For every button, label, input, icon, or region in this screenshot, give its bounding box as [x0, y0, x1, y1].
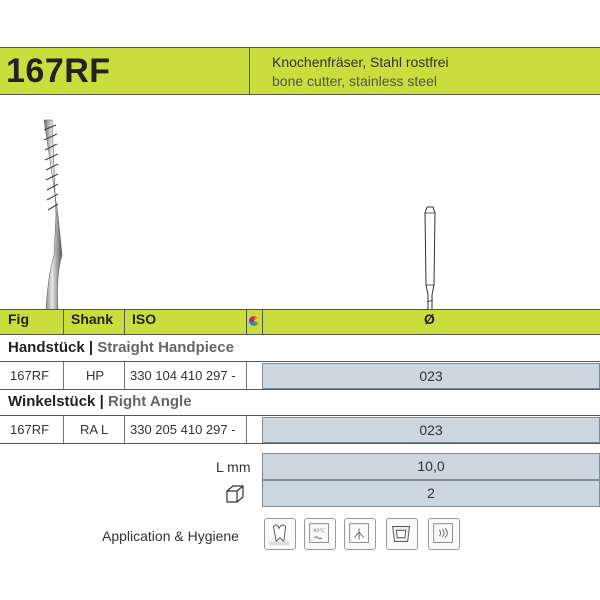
- section-subtitle: Straight Handpiece: [97, 339, 234, 356]
- color-code-icon: [249, 316, 259, 326]
- length-label: L mm: [216, 459, 251, 475]
- package-value: 2: [427, 485, 435, 501]
- ultrasonic-bath-icon: [428, 518, 460, 550]
- col-shank: Shank: [71, 311, 114, 327]
- col-fig: Fig: [8, 311, 29, 327]
- section-subtitle: Right Angle: [107, 393, 192, 410]
- section-title-handpiece: [8, 339, 234, 356]
- col-divider: [124, 309, 125, 335]
- row-iso: 330 104 410 297 -: [130, 368, 236, 383]
- cell-divider: [124, 362, 125, 389]
- cell-divider: [63, 362, 64, 389]
- section-title-right-angle: [8, 393, 192, 410]
- section-name: Handstück: [8, 339, 85, 356]
- header-divider: [249, 47, 250, 95]
- table-row: [0, 416, 600, 443]
- cell-divider: [63, 416, 64, 443]
- row-shank: RA L: [80, 422, 109, 437]
- row-shank: HP: [86, 368, 105, 383]
- bone-surgery-icon: [264, 518, 296, 550]
- autoclave-134c-icon: [386, 518, 418, 550]
- row-diameter: 023: [419, 368, 443, 384]
- row-fig: 167RF: [10, 368, 50, 383]
- col-divider: [262, 309, 263, 335]
- col-divider: [246, 309, 247, 335]
- sterilization-icon: [344, 518, 376, 550]
- section-name: Winkelstück: [8, 393, 96, 410]
- box-icon: [224, 483, 246, 505]
- cell-divider: [246, 362, 247, 389]
- product-code: 167RF: [6, 52, 111, 90]
- length-cell: [262, 453, 600, 480]
- cell-divider: [246, 416, 247, 443]
- title-german: Knochenfräser, Stahl rostfrei: [272, 54, 449, 70]
- length-value: 10,0: [417, 458, 445, 474]
- row-divider: [0, 443, 600, 444]
- row-iso: 330 205 410 297 -: [130, 422, 236, 437]
- bur-photo-icon: [30, 115, 80, 310]
- section-separator: |: [99, 393, 104, 410]
- diameter-cell: [262, 417, 600, 443]
- col-diameter: Ø: [424, 311, 435, 327]
- cell-divider: [124, 416, 125, 443]
- row-fig: 167RF: [10, 422, 50, 437]
- row-diameter: 023: [419, 422, 443, 438]
- application-label: Application & Hygiene: [102, 528, 239, 544]
- col-divider: [63, 309, 64, 335]
- bur-drawing-icon: [415, 205, 445, 310]
- section-separator: |: [88, 339, 94, 356]
- diameter-cell: [262, 363, 600, 389]
- package-cell: [262, 480, 600, 507]
- row-divider: [0, 389, 600, 390]
- table-row: [0, 362, 600, 389]
- col-iso: ISO: [132, 311, 157, 327]
- svg-text:93°C: 93°C: [313, 529, 325, 535]
- title-english: bone cutter, stainless steel: [272, 73, 437, 89]
- thermodisinfector-icon: [304, 518, 336, 550]
